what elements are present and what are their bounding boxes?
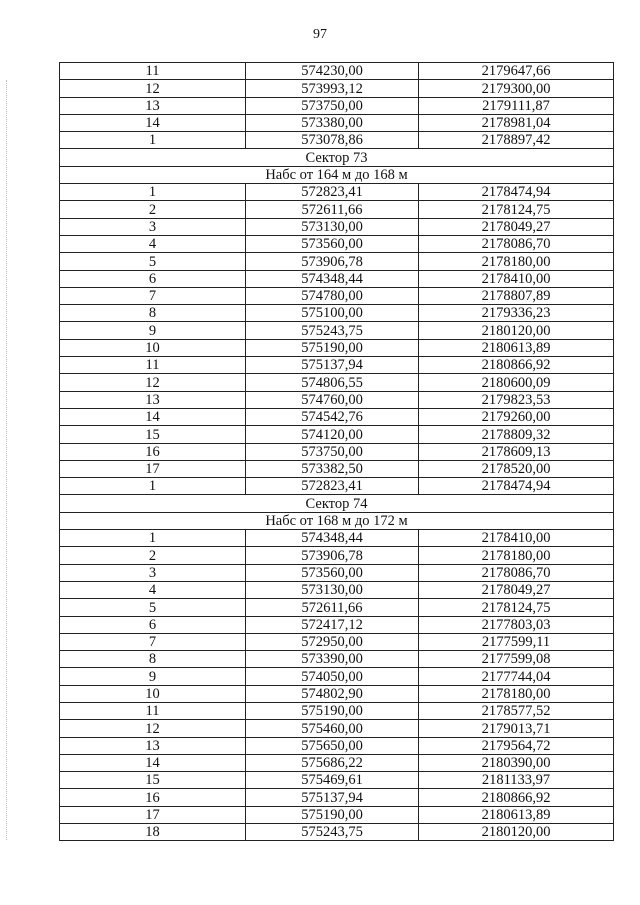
x-coordinate-cell: 575190,00 (246, 702, 419, 719)
point-number-cell: 1 (60, 530, 246, 547)
table-row (60, 426, 614, 443)
x-coordinate-cell: 574348,44 (246, 270, 419, 287)
y-coordinate-cell: 2179564,72 (419, 737, 614, 754)
table-row (60, 633, 614, 650)
point-number-cell: 6 (60, 616, 246, 633)
table-row (60, 184, 614, 201)
y-coordinate-cell: 2178124,75 (419, 201, 614, 218)
point-number-cell: 10 (60, 685, 246, 702)
point-number-cell: 16 (60, 443, 246, 460)
point-number-cell: 12 (60, 720, 246, 737)
x-coordinate-cell: 573380,00 (246, 114, 419, 131)
x-coordinate-cell: 573750,00 (246, 443, 419, 460)
x-coordinate-cell: 572417,12 (246, 616, 419, 633)
y-coordinate-cell: 2177744,04 (419, 668, 614, 685)
point-number-cell: 14 (60, 754, 246, 771)
x-coordinate-cell: 575243,75 (246, 824, 419, 841)
point-number-cell: 9 (60, 668, 246, 685)
y-coordinate-cell: 2178049,27 (419, 218, 614, 235)
table-row (60, 322, 614, 339)
y-coordinate-cell: 2179336,23 (419, 305, 614, 322)
x-coordinate-cell: 573560,00 (246, 564, 419, 581)
point-number-cell: 4 (60, 235, 246, 252)
x-coordinate-cell: 575137,94 (246, 357, 419, 374)
y-coordinate-cell: 2180600,09 (419, 374, 614, 391)
x-coordinate-cell: 575137,94 (246, 789, 419, 806)
point-number-cell: 2 (60, 547, 246, 564)
table-row (60, 253, 614, 270)
x-coordinate-cell: 572823,41 (246, 184, 419, 201)
table-row (60, 581, 614, 598)
x-coordinate-cell: 574806,55 (246, 374, 419, 391)
x-coordinate-cell: 575686,22 (246, 754, 419, 771)
coordinates-table-body (60, 63, 614, 841)
section-header-row (60, 166, 614, 183)
table-row (60, 460, 614, 477)
table-row (60, 547, 614, 564)
point-number-cell: 9 (60, 322, 246, 339)
table-row (60, 357, 614, 374)
point-number-cell: 14 (60, 408, 246, 425)
table-row (60, 772, 614, 789)
y-coordinate-cell: 2178807,89 (419, 287, 614, 304)
table-row (60, 806, 614, 823)
x-coordinate-cell: 575243,75 (246, 322, 419, 339)
point-number-cell: 1 (60, 132, 246, 149)
point-number-cell: 5 (60, 253, 246, 270)
y-coordinate-cell: 2180866,92 (419, 789, 614, 806)
table-row (60, 339, 614, 356)
y-coordinate-cell: 2178577,52 (419, 702, 614, 719)
table-row (60, 408, 614, 425)
point-number-cell: 8 (60, 305, 246, 322)
x-coordinate-cell: 573560,00 (246, 235, 419, 252)
table-row (60, 824, 614, 841)
y-coordinate-cell: 2179111,87 (419, 97, 614, 114)
x-coordinate-cell: 573906,78 (246, 547, 419, 564)
table-row (60, 305, 614, 322)
y-coordinate-cell: 2177599,08 (419, 651, 614, 668)
y-coordinate-cell: 2179647,66 (419, 63, 614, 80)
table-row (60, 754, 614, 771)
y-coordinate-cell: 2179300,00 (419, 80, 614, 97)
point-number-cell: 1 (60, 478, 246, 495)
section-header-row (60, 149, 614, 166)
table-row (60, 702, 614, 719)
point-number-cell: 17 (60, 806, 246, 823)
x-coordinate-cell: 573078,86 (246, 132, 419, 149)
table-row (60, 201, 614, 218)
y-coordinate-cell: 2179260,00 (419, 408, 614, 425)
point-number-cell: 5 (60, 599, 246, 616)
point-number-cell: 15 (60, 772, 246, 789)
y-coordinate-cell: 2178086,70 (419, 564, 614, 581)
y-coordinate-cell: 2180390,00 (419, 754, 614, 771)
x-coordinate-cell: 573390,00 (246, 651, 419, 668)
y-coordinate-cell: 2181133,97 (419, 772, 614, 789)
table-row (60, 97, 614, 114)
binding-margin-line (6, 80, 8, 840)
y-coordinate-cell: 2180866,92 (419, 357, 614, 374)
table-row (60, 374, 614, 391)
point-number-cell: 13 (60, 737, 246, 754)
point-number-cell: 7 (60, 633, 246, 650)
x-coordinate-cell: 574050,00 (246, 668, 419, 685)
x-coordinate-cell: 575469,61 (246, 772, 419, 789)
x-coordinate-cell: 572611,66 (246, 201, 419, 218)
y-coordinate-cell: 2178981,04 (419, 114, 614, 131)
y-coordinate-cell: 2178520,00 (419, 460, 614, 477)
x-coordinate-cell: 572950,00 (246, 633, 419, 650)
section-header: Сектор 74 (60, 495, 614, 512)
table-row (60, 564, 614, 581)
table-row (60, 235, 614, 252)
table-row (60, 789, 614, 806)
point-number-cell: 2 (60, 201, 246, 218)
table-row (60, 478, 614, 495)
table-row (60, 270, 614, 287)
x-coordinate-cell: 573750,00 (246, 97, 419, 114)
table-row (60, 685, 614, 702)
point-number-cell: 3 (60, 218, 246, 235)
y-coordinate-cell: 2178410,00 (419, 270, 614, 287)
point-number-cell: 3 (60, 564, 246, 581)
table-row (60, 651, 614, 668)
x-coordinate-cell: 574760,00 (246, 391, 419, 408)
table-row (60, 443, 614, 460)
table-row (60, 616, 614, 633)
x-coordinate-cell: 573130,00 (246, 218, 419, 235)
x-coordinate-cell: 572611,66 (246, 599, 419, 616)
section-header: Набс от 164 м до 168 м (60, 166, 614, 183)
table-row (60, 132, 614, 149)
point-number-cell: 11 (60, 357, 246, 374)
point-number-cell: 7 (60, 287, 246, 304)
point-number-cell: 16 (60, 789, 246, 806)
coordinates-table (59, 62, 614, 841)
y-coordinate-cell: 2180120,00 (419, 322, 614, 339)
point-number-cell: 11 (60, 702, 246, 719)
y-coordinate-cell: 2180613,89 (419, 339, 614, 356)
y-coordinate-cell: 2177803,03 (419, 616, 614, 633)
y-coordinate-cell: 2179823,53 (419, 391, 614, 408)
page-number: 97 (313, 27, 327, 42)
table-row (60, 530, 614, 547)
y-coordinate-cell: 2178410,00 (419, 530, 614, 547)
section-header-row (60, 495, 614, 512)
x-coordinate-cell: 573382,50 (246, 460, 419, 477)
table-row (60, 720, 614, 737)
table-row (60, 287, 614, 304)
point-number-cell: 4 (60, 581, 246, 598)
x-coordinate-cell: 574348,44 (246, 530, 419, 547)
x-coordinate-cell: 575460,00 (246, 720, 419, 737)
x-coordinate-cell: 574802,90 (246, 685, 419, 702)
table-row (60, 599, 614, 616)
point-number-cell: 13 (60, 97, 246, 114)
x-coordinate-cell: 574120,00 (246, 426, 419, 443)
section-header-row (60, 512, 614, 529)
x-coordinate-cell: 573906,78 (246, 253, 419, 270)
y-coordinate-cell: 2178180,00 (419, 547, 614, 564)
point-number-cell: 17 (60, 460, 246, 477)
x-coordinate-cell: 574780,00 (246, 287, 419, 304)
x-coordinate-cell: 575650,00 (246, 737, 419, 754)
x-coordinate-cell: 574230,00 (246, 63, 419, 80)
point-number-cell: 1 (60, 184, 246, 201)
table-row (60, 218, 614, 235)
y-coordinate-cell: 2178474,94 (419, 478, 614, 495)
point-number-cell: 13 (60, 391, 246, 408)
point-number-cell: 8 (60, 651, 246, 668)
point-number-cell: 12 (60, 80, 246, 97)
point-number-cell: 18 (60, 824, 246, 841)
x-coordinate-cell: 575190,00 (246, 806, 419, 823)
x-coordinate-cell: 573993,12 (246, 80, 419, 97)
point-number-cell: 15 (60, 426, 246, 443)
y-coordinate-cell: 2178180,00 (419, 685, 614, 702)
y-coordinate-cell: 2178180,00 (419, 253, 614, 270)
y-coordinate-cell: 2178897,42 (419, 132, 614, 149)
x-coordinate-cell: 575100,00 (246, 305, 419, 322)
y-coordinate-cell: 2179013,71 (419, 720, 614, 737)
point-number-cell: 14 (60, 114, 246, 131)
section-header: Сектор 73 (60, 149, 614, 166)
table-row (60, 391, 614, 408)
y-coordinate-cell: 2178809,32 (419, 426, 614, 443)
point-number-cell: 10 (60, 339, 246, 356)
x-coordinate-cell: 572823,41 (246, 478, 419, 495)
section-header: Набс от 168 м до 172 м (60, 512, 614, 529)
x-coordinate-cell: 573130,00 (246, 581, 419, 598)
x-coordinate-cell: 575190,00 (246, 339, 419, 356)
y-coordinate-cell: 2178086,70 (419, 235, 614, 252)
y-coordinate-cell: 2180120,00 (419, 824, 614, 841)
y-coordinate-cell: 2178474,94 (419, 184, 614, 201)
point-number-cell: 6 (60, 270, 246, 287)
y-coordinate-cell: 2178049,27 (419, 581, 614, 598)
point-number-cell: 12 (60, 374, 246, 391)
y-coordinate-cell: 2178124,75 (419, 599, 614, 616)
table-row (60, 668, 614, 685)
y-coordinate-cell: 2177599,11 (419, 633, 614, 650)
table-row (60, 80, 614, 97)
y-coordinate-cell: 2180613,89 (419, 806, 614, 823)
table-row (60, 114, 614, 131)
x-coordinate-cell: 574542,76 (246, 408, 419, 425)
y-coordinate-cell: 2178609,13 (419, 443, 614, 460)
table-row (60, 63, 614, 80)
point-number-cell: 11 (60, 63, 246, 80)
table-row (60, 737, 614, 754)
